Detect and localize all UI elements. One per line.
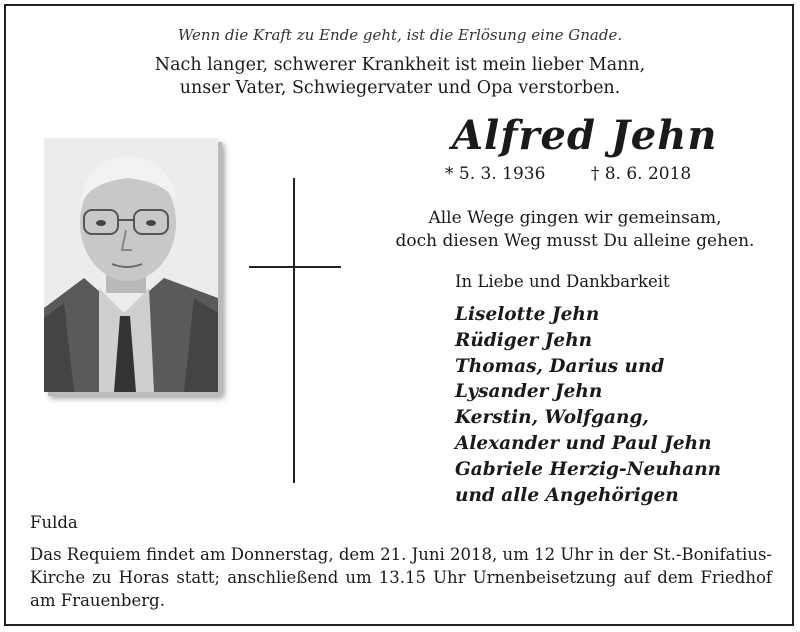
cross-horizontal <box>249 266 341 268</box>
portrait-photo <box>44 138 218 392</box>
verse-line-1: Alle Wege gingen wir gemeinsam, <box>428 208 722 228</box>
mourner-line: Liselotte Jehn <box>455 304 600 325</box>
verse-text <box>365 207 785 253</box>
cross-vertical <box>293 178 295 483</box>
place-name: Fulda <box>30 513 78 532</box>
mourner-line: Thomas, Darius und <box>455 355 665 377</box>
intro-text <box>0 54 800 100</box>
death-date: † 8. 6. 2018 <box>590 164 692 184</box>
motto-quote: Wenn die Kraft zu Ende geht, ist die Erlösung eine Gnade. <box>177 26 623 44</box>
intro-line-1: Nach langer, schwerer Krankheit ist mein lieber Mann, <box>154 55 646 75</box>
mourner-line: Gabriele Herzig-Neuhann <box>455 458 722 480</box>
verse-line-2: doch diesen Weg musst Du alleine gehen. <box>395 231 755 251</box>
mourner-line: Rüdiger Jehn <box>455 329 593 351</box>
mourners-list <box>455 302 721 508</box>
life-dates <box>445 164 691 184</box>
deceased-name: Alfred Jehn <box>452 112 718 159</box>
mourner-line: Alexander und Paul Jehn <box>455 432 712 454</box>
dedication-text: In Liebe und Dankbarkeit <box>455 272 670 291</box>
intro-line-2: unser Vater, Schwiegervater und Opa verstorben. <box>179 78 621 98</box>
mourner-line: und alle Angehörigen <box>455 484 679 506</box>
mourner-line: Lysander Jehn <box>455 381 603 403</box>
birth-date: * 5. 3. 1936 <box>445 164 546 184</box>
mourner-line: Kerstin, Wolfgang, <box>455 407 649 429</box>
requiem-info: Das Requiem findet am Donnerstag, dem 21. Juni 2018, um 12 Uhr in der St.-Bonifatius-Kirche zu Horas statt; anschließend um 13.15 Uhr Urnenbeisetzung auf dem Friedhof am Frauenberg. <box>30 545 772 610</box>
